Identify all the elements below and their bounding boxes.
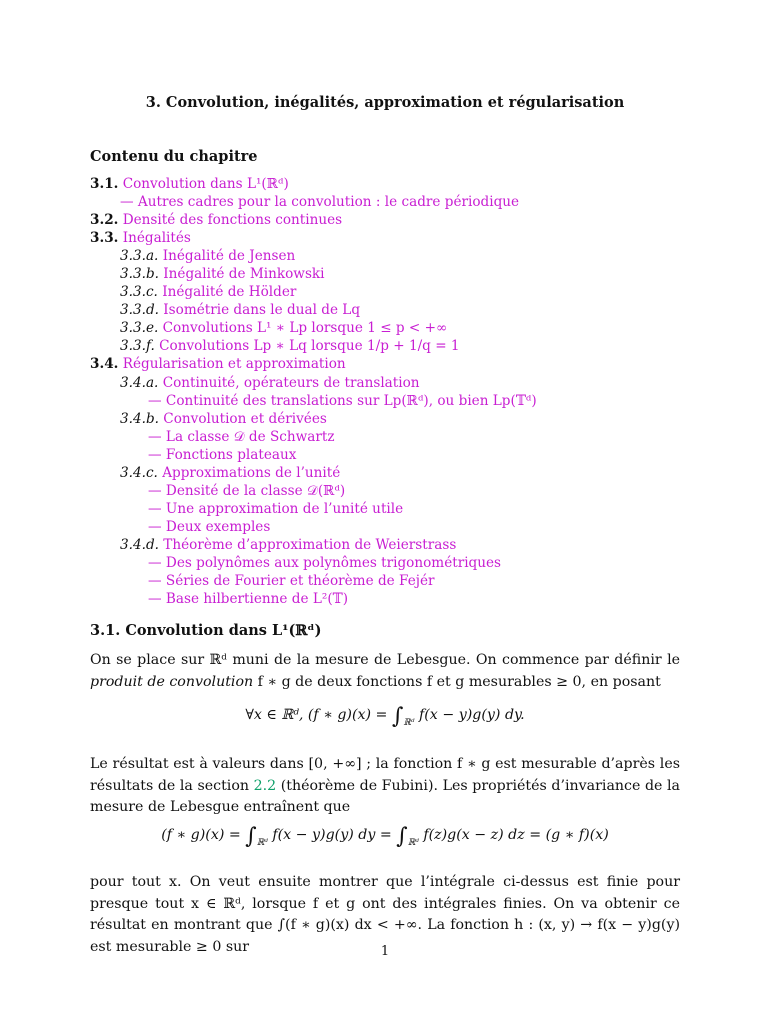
toc-entry-link[interactable]: Inégalité de Hölder [162, 284, 297, 301]
toc-entry-link[interactable]: Régularisation et approximation [122, 356, 346, 373]
toc-entry[interactable] [90, 410, 680, 428]
toc-entry-link[interactable]: — Des polynômes aux polynômes trigonométriques [148, 554, 502, 571]
toc-entry-number: 3.3.d. [120, 302, 159, 319]
toc-entry-number: 3.3.c. [120, 284, 158, 301]
equation-1-rhs: f(x − y)g(y) dy. [414, 707, 525, 723]
toc-entry[interactable] [90, 283, 680, 301]
toc-entry[interactable] [90, 446, 680, 464]
toc-entry[interactable] [90, 536, 680, 554]
equation-2-mid: f(x − y)g(y) dy = [267, 827, 397, 843]
section-reference-link[interactable]: 2.2 [253, 777, 277, 794]
toc-entry-link[interactable]: Approximations de l’unité [162, 464, 341, 481]
integral-sign: ∫ [391, 704, 404, 729]
toc-entry-link[interactable]: — Base hilbertienne de L²(𝕋) [148, 591, 349, 608]
toc-entry-number: 3.3.e. [120, 320, 159, 337]
toc-entry-link[interactable]: Théorème d’approximation de Weierstrass [163, 536, 457, 553]
toc-entry-link[interactable]: Convolution dans L¹(ℝᵈ) [122, 176, 289, 192]
equation-2-lhs: (f ∗ g)(x) = [161, 827, 246, 843]
toc-entry[interactable] [90, 319, 680, 337]
toc-entry-link[interactable]: Isométrie dans le dual de Lq [163, 302, 361, 319]
paragraph-1-text-b: f ∗ g de deux fonctions f et g mesurables ≥ 0, en posant [253, 673, 661, 690]
chapter-title: 3. Convolution, inégalités, approximation et régularisation [145, 94, 625, 111]
toc-entry[interactable] [90, 265, 680, 283]
toc-entry[interactable] [90, 374, 680, 392]
toc-entry-link[interactable]: Convolutions L¹ ∗ Lp lorsque 1 ≤ p < +∞ [162, 320, 448, 337]
toc-entry-number: 3.3.a. [120, 248, 159, 265]
toc-entry[interactable] [90, 229, 680, 247]
toc-entry[interactable] [90, 572, 680, 590]
equation-1-lhs: ∀x ∈ ℝᵈ, (f ∗ g)(x) = [245, 707, 392, 723]
toc-entry-link[interactable]: — Séries de Fourier et théorème de Fejér [148, 573, 435, 590]
toc-heading: Contenu du chapitre [90, 148, 258, 165]
equation-2 [90, 824, 680, 849]
page-number: 1 [380, 944, 390, 959]
toc-entry-number: 3.2. [90, 212, 119, 229]
toc-entry-link[interactable]: — Autres cadres pour la convolution : le cadre périodique [120, 194, 520, 211]
toc-entry[interactable] [90, 247, 680, 265]
paragraph-1-emphasis: produit de convolution [90, 673, 254, 690]
table-of-contents [90, 175, 680, 608]
section-heading: 3.1. Convolution dans L¹(ℝᵈ) [90, 622, 322, 639]
toc-entry[interactable] [90, 590, 680, 608]
equation-2-rhs: f(z)g(x − z) dz = (g ∗ f)(x) [418, 827, 609, 843]
toc-entry-link[interactable]: Inégalité de Jensen [162, 248, 296, 265]
toc-entry[interactable] [90, 175, 680, 193]
toc-entry-number: 3.4. [90, 356, 119, 373]
toc-entry-link[interactable]: — Une approximation de l’unité utile [148, 500, 404, 517]
toc-entry-link[interactable]: — La classe 𝒟 de Schwartz [148, 428, 335, 445]
toc-entry[interactable] [90, 301, 680, 319]
toc-entry-link[interactable]: — Densité de la classe 𝒟(ℝᵈ) [148, 482, 346, 499]
toc-entry-number: 3.4.b. [120, 410, 159, 427]
toc-entry-number: 3.3. [90, 230, 119, 247]
paragraph-3: pour tout x. On veut ensuite montrer que l’intégrale ci-dessus est finie pour presque tout x ∈ ℝᵈ, lorsque f et g ont des intégrales finies. On va obtenir ce résultat en montrant que ∫(f ∗ g)(x) dx < +∞. La fonction h : (x, y) → f(x − y)g(y) est mesurable ≥ 0 sur [90, 874, 680, 955]
paragraph-1-text-a: On se place sur ℝᵈ muni de la mesure de Lebesgue. On commence par définir le [90, 652, 680, 668]
toc-entry-number: 3.4.c. [120, 464, 158, 481]
paragraph-2-text-b: (théorème de Fubini). Les propriétés d’invariance de la mesure de Lebesgue entraînent que [90, 777, 680, 815]
toc-entry-number: 3.3.b. [120, 266, 159, 283]
integral-sign: ∫ [396, 824, 408, 849]
toc-entry[interactable] [90, 464, 680, 482]
toc-entry[interactable] [90, 211, 680, 229]
paragraph-2 [90, 754, 680, 819]
toc-entry-link[interactable]: Convolution et dérivées [163, 410, 327, 427]
toc-entry-link[interactable]: — Fonctions plateaux [148, 446, 297, 463]
toc-entry[interactable] [90, 428, 680, 446]
integral-sign: ∫ [245, 824, 257, 849]
toc-entry-number: 3.4.a. [120, 374, 159, 391]
toc-entry[interactable] [90, 482, 680, 500]
toc-entry-link[interactable]: Convolutions Lp ∗ Lq lorsque 1/p + 1/q = 1 [159, 338, 460, 355]
toc-entry[interactable] [90, 355, 680, 373]
toc-entry[interactable] [90, 337, 680, 355]
toc-entry[interactable] [90, 518, 680, 536]
integral-domain: ℝᵈ [256, 838, 268, 848]
toc-entry-number: 3.4.d. [120, 536, 159, 553]
toc-entry-link[interactable]: Inégalité de Minkowski [163, 266, 325, 283]
toc-entry-link[interactable]: — Deux exemples [148, 518, 271, 535]
toc-entry-link[interactable]: — Continuité des translations sur Lp(ℝᵈ), ou bien Lp(𝕋ᵈ) [148, 392, 537, 409]
toc-entry[interactable] [90, 554, 680, 572]
toc-entry-link[interactable]: Continuité, opérateurs de translation [162, 374, 420, 391]
integral-domain: ℝᵈ [407, 838, 419, 848]
equation-1 [90, 704, 680, 729]
toc-entry[interactable] [90, 392, 680, 410]
toc-entry-link[interactable]: Densité des fonctions continues [122, 212, 343, 229]
integral-domain: ℝᵈ [403, 718, 415, 728]
paragraph-1 [90, 650, 680, 693]
toc-entry[interactable] [90, 500, 680, 518]
toc-entry-number: 3.1. [90, 176, 119, 192]
toc-entry-number: 3.3.f. [120, 338, 155, 355]
paragraph-2-text-a: Le résultat est à valeurs dans [0, +∞] ; la fonction f ∗ g est mesurable d’après les résultats de la section [90, 756, 680, 794]
toc-entry[interactable] [90, 193, 680, 211]
toc-entry-link[interactable]: Inégalités [122, 230, 191, 247]
